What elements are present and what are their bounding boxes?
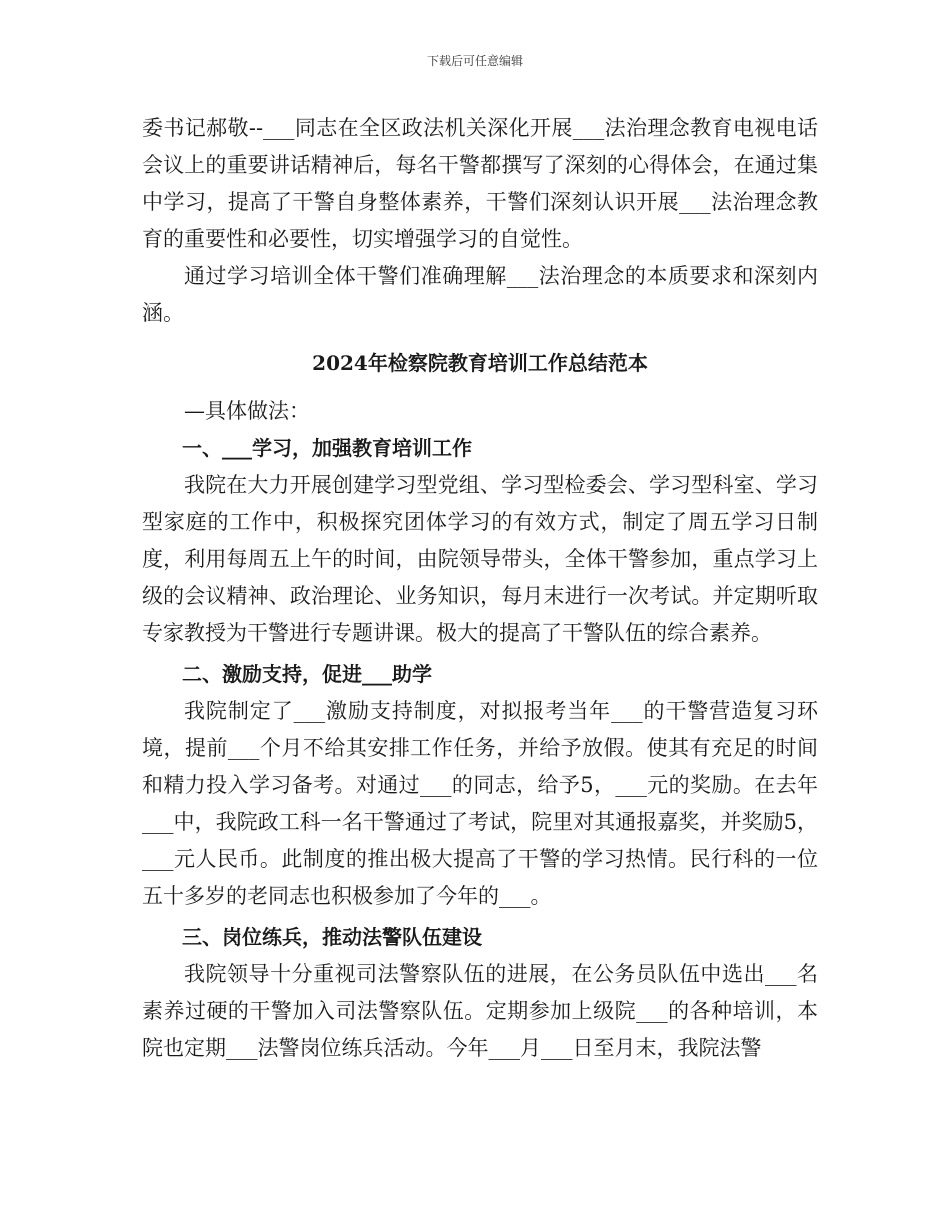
intro-paragraph-1: 委书记郝敬--___同志在全区政法机关深化开展___法治理念教育电视电话会议上的重要讲话精神后，每名干警都撰写了深刻的心得体会，在通过集中学习，提高了干警自身整体素养，干警们深刻认识开展___法治理念教育的重要性和必要性，切实增强学习的自觉性。 xyxy=(142,116,818,251)
section-heading-1: 一、___学习，加强教育培训工作 xyxy=(182,436,472,460)
intro-paragraph-2: 通过学习培训全体干警们准确理解___法治理念的本质要求和深刻内涵。 xyxy=(142,264,818,325)
section-heading-3: 三、岗位练兵，推动法警队伍建设 xyxy=(182,925,482,949)
section-body-1: 我院在大力开展创建学习型党组、学习型检委会、学习型科室、学习型家庭的工作中，积极探究团体学习的有效方式，制定了周五学习日制度，利用每周五上午的时间，由院领导带头，全体干警参加，重点学习上级的会议精神、政治理论、业务知识，每月末进行一次考试。并定期听取专家教授为干警进行专题讲课。极大的提高了干警队伍的综合素养。 xyxy=(142,473,818,645)
document-title: 2024年检察院教育培训工作总结范本 xyxy=(312,351,648,375)
page-header: 下载后可任意编辑 xyxy=(426,54,523,68)
lead-text: —具体做法： xyxy=(184,399,310,423)
section-body-2: 我院制定了___激励支持制度，对拟报考当年___的干警营造复习环境，提前___个月不给其安排工作任务，并给予放假。使其有充足的时间和精力投入学习备考。对通过___的同志，给予5，___元的奖励。在去年___中，我院政工科一名干警通过了考试，院里对其通报嘉奖，并奖励5，___元人民币。此制度的推出极大提高了干警的学习热情。民行科的一位五十多岁的老同志也积极参加了今年的___。 xyxy=(142,699,818,908)
section-heading-2: 二、激励支持，促进___助学 xyxy=(182,662,432,686)
section-body-3: 我院领导十分重视司法警察队伍的进展，在公务员队伍中选出___名素养过硬的干警加入司法警察队伍。定期参加上级院___的各种培训，本院也定期___法警岗位练兵活动。今年___月___日至月末，我院法警 xyxy=(142,962,818,1060)
document-body xyxy=(142,110,818,1067)
